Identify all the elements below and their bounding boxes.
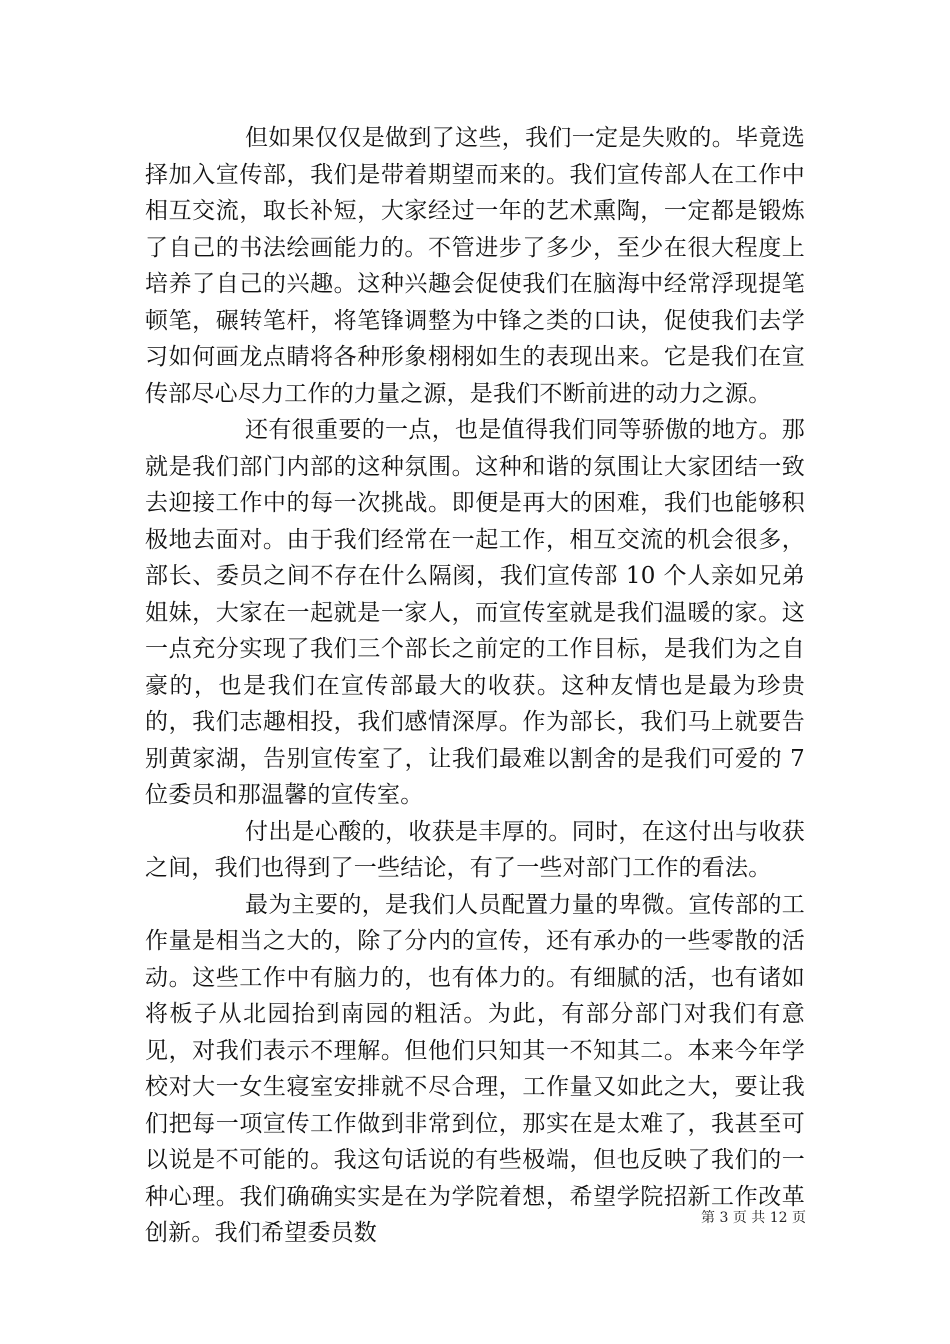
page-footer: 第 3 页 共 12 页 <box>701 1210 806 1226</box>
paragraph-1: 但如果仅仅是做到了这些，我们一定是失败的。毕竟选择加入宣传部，我们是带着期望而来的。我们宣传部人在工作中相互交流，取长补短，大家经过一年的艺术熏陶，一定都是锻炼了自己的书法绘画能力的。不管进步了多少，至少在很大程度上培养了自己的兴趣。这种兴趣会促使我们在脑海中经常浮现提笔顿笔，碾转笔杆，将笔锋调整为中锋之类的口诀，促使我们去学习如何画龙点睛将各种形象栩栩如生的表现出来。它是我们在宣传部尽心尽力工作的力量之源，是我们不断前进的动力之源。 <box>145 125 805 407</box>
paragraph-2: 还有很重要的一点，也是值得我们同等骄傲的地方。那就是我们部门内部的这种氛围。这种和谐的氛围让大家团结一致去迎接工作中的每一次挑战。即便是再大的困难，我们也能够积极地去面对。由于我们经常在一起工作，相互交流的机会很多，部长、委员之间不存在什么隔阂，我们宣传部 10 个人亲如兄弟姐妹，大家在一起就是一家人，而宣传室就是我们温暖的家。这一点充分实现了我们三个部长之前定的工作目标，是我们为之自豪的，也是我们在宣传部最大的收获。这种友情也是最为珍贵的，我们志趣相投，我们感情深厚。作为部长，我们马上就要告别黄家湖，告别宣传室了，让我们最难以割舍的是我们可爱的 7 位委员和那温馨的宣传室。 <box>145 417 805 808</box>
body-text <box>145 120 805 1252</box>
paragraph-4: 最为主要的，是我们人员配置力量的卑微。宣传部的工作量是相当之大的，除了分内的宣传，还有承办的一些零散的活动。这些工作中有脑力的，也有体力的。有细腻的活，也有诸如将板子从北园抬到南园的粗活。为此，有部分部门对我们有意见，对我们表示不理解。但他们只知其一不知其二。本来今年学校对大一女生寝室安排就不尽合理，工作量又如此之大，要让我们把每一项宣传工作做到非常到位，那实在是太难了，我甚至可以说是不可能的。我这句话说的有些极端，但也反映了我们的一种心理。我们确确实实是在为学院着想，希望学院招新工作改革创新。我们希望委员数 <box>145 891 805 1246</box>
paragraph-3: 付出是心酸的，收获是丰厚的。同时，在这付出与收获之间，我们也得到了一些结论，有了一些对部门工作的看法。 <box>145 818 805 881</box>
